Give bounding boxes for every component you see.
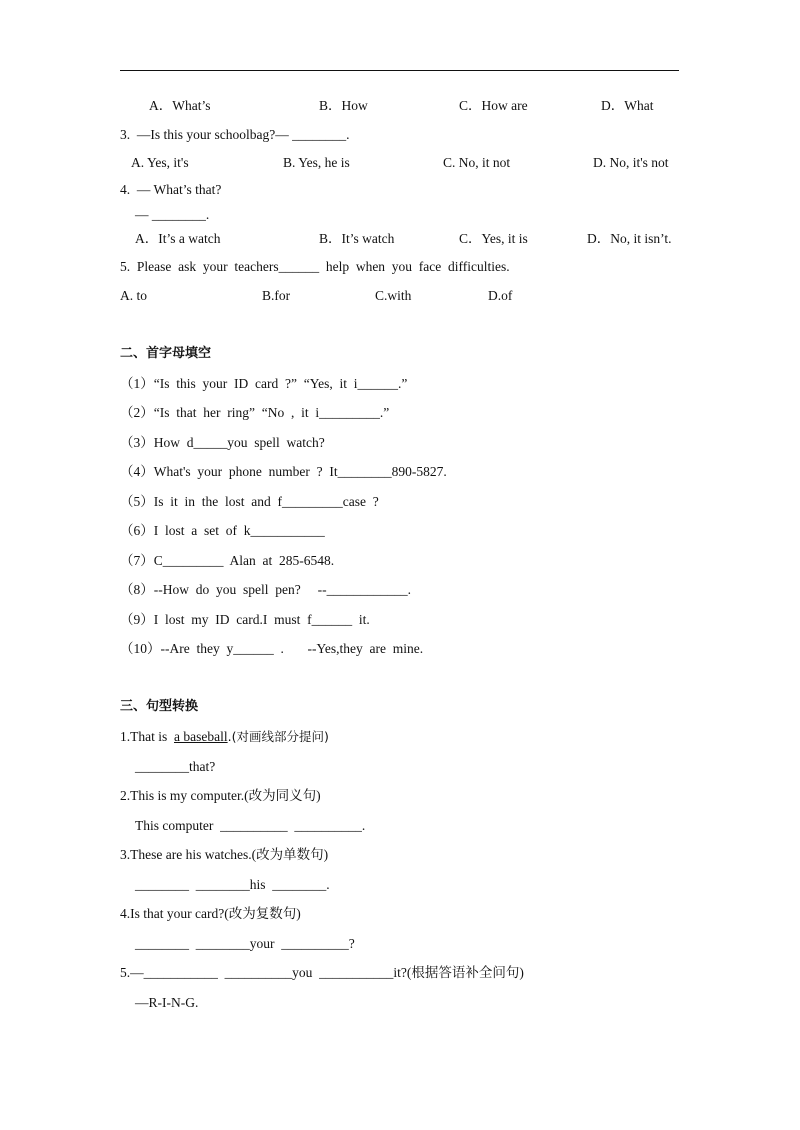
q3-option-c: C. No, it not [443, 155, 511, 170]
q4-option-d: D．No, it isn’t. [587, 231, 672, 246]
underlined-phrase: a baseball [174, 729, 228, 744]
section2-item-7: （7）C_________ Alan at 285-6548. [120, 553, 335, 568]
section2-title: 二、首字母填空 [120, 346, 212, 361]
section3-q3-stem: 3.These are his watches.(改为单数句) [120, 847, 329, 862]
section3-q3-answer: ________ ________his ________. [135, 877, 330, 892]
section2-item-3: （3）How d_____you spell watch? [120, 435, 325, 450]
header-rule [120, 70, 679, 71]
q2-option-b: B．How [319, 98, 368, 113]
section2-item-1: （1）“Is this your ID card ?” “Yes, it i______.” [120, 376, 408, 391]
q4-option-a: A．It’s a watch [135, 231, 221, 246]
q3-option-d: D. No, it's not [593, 155, 669, 170]
q4-answer-line: — ________. [135, 207, 210, 222]
section2-item-6: （6）I lost a set of k___________ [120, 523, 325, 538]
section2-item-8: （8）--How do you spell pen? --____________. [120, 582, 411, 597]
section3-q1-answer: ________that? [135, 759, 216, 774]
section3-q2-stem: 2.This is my computer.(改为同义句) [120, 788, 321, 803]
q2-option-c: C．How are [459, 98, 528, 113]
section3-q4-answer: ________ ________your __________? [135, 936, 355, 951]
q3-option-a: A. Yes, it's [131, 155, 189, 170]
section2-item-5: （5）Is it in the lost and f_________case ? [120, 494, 379, 509]
q2-option-d: D．What [601, 98, 654, 113]
section3-title: 三、句型转换 [120, 699, 199, 714]
q3-stem: 3. —Is this your schoolbag?— ________. [120, 127, 350, 142]
q2-option-a: A．What’s [149, 98, 211, 113]
q5-option-a: A. to [120, 288, 147, 303]
section2-item-9: （9）I lost my ID card.I must f______ it. [120, 612, 370, 627]
section3-q4-stem: 4.Is that your card?(改为复数句) [120, 906, 301, 921]
q5-stem: 5. Please ask your teachers______ help when you face difficulties. [120, 259, 510, 274]
q4-stem: 4. — What’s that? [120, 182, 222, 197]
q5-option-b: B.for [262, 288, 291, 303]
section3-q5-answer: —R-I-N-G. [135, 995, 199, 1010]
section3-q1-stem: 1.That is a baseball.(对画线部分提问) [120, 729, 329, 744]
section3-q5-stem: 5.—___________ __________you ___________it?(根据答语补全问句) [120, 965, 524, 980]
section2-item-2: （2）“Is that her ring” “No , it i_________.” [120, 405, 390, 420]
q4-option-b: B．It’s watch [319, 231, 395, 246]
q5-option-d: D.of [488, 288, 513, 303]
section2-item-10: （10）--Are they y______ . --Yes,they are mine. [120, 641, 424, 656]
q4-option-c: C．Yes, it is [459, 231, 528, 246]
q5-option-c: C.with [375, 288, 412, 303]
q3-option-b: B. Yes, he is [283, 155, 350, 170]
section2-item-4: （4）What's your phone number ? It________890-5827. [120, 464, 447, 479]
section3-q2-answer: This computer __________ __________. [135, 818, 366, 833]
